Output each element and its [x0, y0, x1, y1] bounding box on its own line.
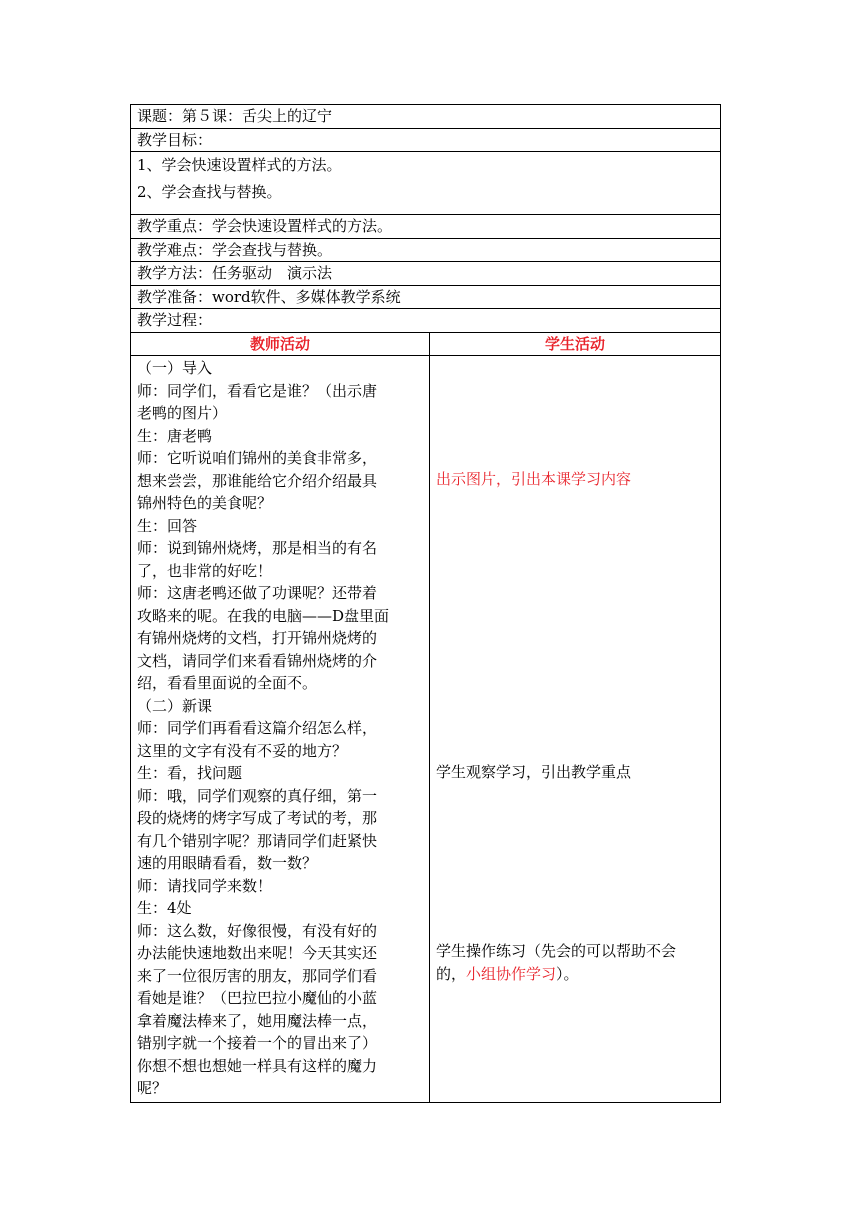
student-note-observe: 学生观察学习，引出教学重点 — [436, 763, 632, 781]
difficulty-row — [131, 238, 721, 262]
objective-item: 2、学会查找与替换。 — [137, 182, 282, 201]
teacher-line: 看她是谁？（巴拉巴拉小魔仙的小蓝 — [137, 989, 378, 1007]
objectives-cell — [131, 152, 721, 215]
teacher-line: 呢？ — [137, 1079, 168, 1097]
teacher-line: 生：唐老鸭 — [137, 426, 213, 445]
objectives-row — [131, 152, 721, 215]
teacher-line: 师：这么数，好像很慢，有没有好的 — [137, 921, 378, 940]
teacher-line: 想来尝尝，那谁能给它介绍介绍最具 — [137, 471, 378, 490]
title-row — [131, 105, 721, 129]
student-activity-cell — [430, 356, 721, 1103]
objectives-label: 教学目标： — [131, 128, 721, 152]
student-column-header: 学生活动 — [430, 332, 721, 356]
method-row — [131, 262, 721, 286]
teacher-line: 生：4处 — [137, 899, 192, 917]
teacher-line: 师：这唐老鸭还做了功课呢？还带着 — [137, 584, 378, 602]
student-note-practice — [436, 940, 714, 985]
teacher-line: 你想不想也想她一样具有这样的魔力 — [137, 1056, 378, 1075]
process-label: 教学过程： — [131, 309, 721, 333]
preparation-row — [131, 285, 721, 309]
teacher-line: （一）导入 — [137, 359, 213, 377]
teacher-line: 段的烧烤的烤字写成了考试的考，那 — [137, 809, 378, 827]
practice-line-2-suffix: ）。 — [556, 964, 579, 983]
teacher-line: 了，也非常的好吃！ — [137, 561, 273, 580]
teacher-line: 绍，看看里面说的全面不。 — [137, 674, 318, 692]
teacher-line: 文档，请同学们来看看锦州烧烤的介 — [137, 651, 378, 670]
teacher-line: 这里的文字有没有不妥的地方？ — [137, 741, 348, 760]
teacher-line: 有几个错别字呢？那请同学们赶紧快 — [137, 831, 378, 850]
teacher-line: 拿着魔法棒来了，她用魔法棒一点， — [137, 1011, 378, 1030]
process-label-row — [131, 309, 721, 333]
teacher-line: 错别字就一个接着一个的冒出来了） — [137, 1034, 378, 1052]
teacher-line: 攻略来的呢。在我的电脑——D盘里面 — [137, 606, 390, 625]
teacher-line: 有锦州烧烤的文档，打开锦州烧烤的 — [137, 629, 378, 647]
teacher-line: 来了一位很厉害的朋友，那同学们看 — [137, 966, 378, 985]
lesson-plan-table — [130, 104, 721, 1103]
practice-line-2-prefix: 的， — [436, 964, 467, 983]
teacher-line: 生：回答 — [137, 516, 198, 535]
teacher-line: （二）新课 — [137, 696, 213, 715]
teacher-line: 师：说到锦州烧烤，那是相当的有名 — [137, 539, 378, 557]
activity-row — [131, 356, 721, 1103]
key-point-row — [131, 215, 721, 239]
preparation: 教学准备：word软件、多媒体教学系统 — [131, 285, 721, 309]
teacher-line: 师：它听说咱们锦州的美食非常多， — [137, 449, 378, 467]
lesson-title: 课题：第５课：舌尖上的辽宁 — [131, 105, 721, 129]
group-study-highlight: 小组协作学习 — [466, 964, 557, 983]
method: 教学方法：任务驱动 演示法 — [131, 262, 721, 286]
teacher-line: 生：看，找问题 — [137, 764, 243, 782]
teacher-line: 师：请找同学来数！ — [137, 876, 273, 895]
column-header-row — [131, 332, 721, 356]
difficulty: 教学难点：学会查找与替换。 — [131, 238, 721, 262]
teacher-activity-cell — [131, 356, 430, 1103]
teacher-line: 速的用眼睛看看，数一数？ — [137, 854, 318, 872]
teacher-line: 师：同学们，看看它是谁？（出示唐 — [137, 381, 378, 400]
teacher-column-header: 教师活动 — [131, 332, 430, 356]
teacher-line: 老鸭的图片） — [137, 404, 228, 422]
objective-item: 1、学会快速设置样式的方法。 — [137, 156, 342, 174]
teacher-line: 办法能快速地数出来呢！今天其实还 — [137, 944, 378, 962]
student-note-intro: 出示图片，引出本课学习内容 — [436, 470, 632, 488]
teacher-line: 师：哦，同学们观察的真仔细，第一 — [137, 786, 378, 805]
practice-line-1: 学生操作练习（先会的可以帮助不会 — [436, 942, 677, 960]
teacher-line: 师：同学们再看看这篇介绍怎么样， — [137, 719, 378, 737]
key-point: 教学重点：学会快速设置样式的方法。 — [131, 215, 721, 239]
teacher-line: 锦州特色的美食呢？ — [137, 494, 273, 512]
objectives-label-row — [131, 128, 721, 152]
